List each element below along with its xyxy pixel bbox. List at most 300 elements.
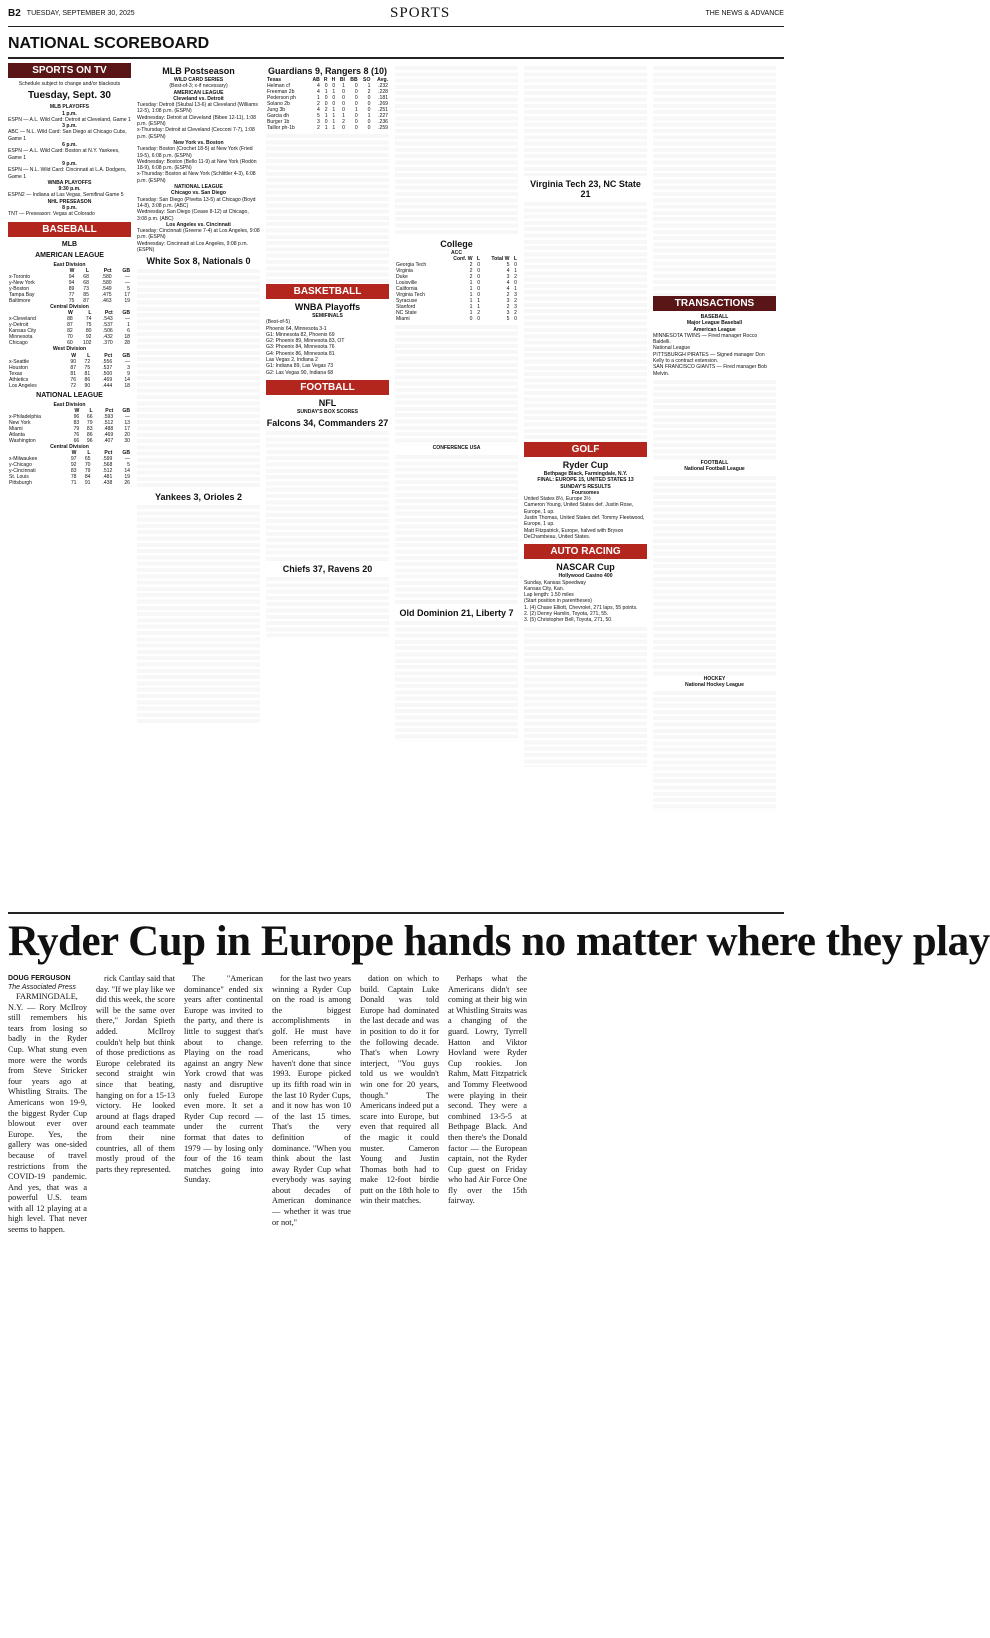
standings-cell: .232: [378, 83, 388, 89]
col-tv-baseball: [8, 63, 131, 908]
standings-cell: 91: [84, 480, 91, 487]
standings-cell: California: [396, 286, 418, 293]
standings-cell: Georgia Tech: [396, 262, 427, 269]
col-boxscores: [266, 63, 389, 908]
series-1-lines: [137, 102, 260, 140]
auto-racing-header: AUTO RACING: [524, 544, 647, 559]
standings-cell: 2: [469, 268, 473, 275]
standings-cell: 9: [127, 370, 130, 377]
standings-cell: 3: [506, 274, 510, 281]
race-line: Kansas City, Kan.: [524, 585, 565, 592]
standings-row: [395, 316, 518, 322]
agency: The Associated Press: [8, 984, 76, 991]
series-line: Wednesday: Detroit at Cleveland (Bibee 12-11), 1:08 p.m. (ESPN): [137, 114, 257, 128]
standings-cell: 0: [354, 83, 358, 89]
standings-cell: x-Milwaukee: [9, 456, 38, 463]
standings-cell: 0: [477, 280, 481, 287]
standings-cell: .407: [103, 437, 114, 444]
tv-group-head: MLB PLAYOFFS: [49, 104, 90, 111]
standings-cell: 4: [506, 280, 510, 287]
tx-mlb: Major League Baseball: [686, 320, 743, 327]
standings-cell: 0: [354, 119, 358, 125]
standings-cell: 0: [324, 83, 328, 89]
standings-cell: 13: [124, 419, 130, 426]
standings-cell: 20: [124, 431, 130, 438]
header-cell: L: [87, 352, 91, 359]
semis-label: SEMIFINALS: [312, 313, 343, 319]
standings-cell: 19: [124, 474, 130, 481]
standings-cell: 73: [83, 285, 89, 292]
series-2: New York vs. Boston: [173, 139, 224, 146]
acc-label: ACC: [450, 250, 463, 256]
standings-cell: y-Cincinnati: [9, 468, 36, 475]
wnba-results: [266, 319, 389, 376]
standings-cell: 1: [127, 322, 130, 329]
series-1: Cleveland vs. Detroit: [173, 95, 224, 102]
standings-cell: .543: [102, 316, 113, 323]
scoreboard-nameplate: NATIONAL SCOREBOARD: [8, 27, 784, 59]
race-name: Hollywood Casino 400: [558, 573, 613, 580]
standings-cell: 26: [124, 480, 130, 487]
header-cell: L: [87, 450, 91, 457]
standings-cell: 68: [83, 279, 89, 286]
standings-cell: .463: [101, 297, 112, 304]
header-cell: W: [71, 352, 77, 359]
nfl-sunday-label: SUNDAY'S BOX SCORES: [296, 408, 359, 415]
wnba-line: G3: Phoenix 84, Minnesota 76: [266, 344, 335, 351]
story-body: [8, 974, 784, 1236]
standings-cell: St. Louis: [9, 474, 29, 481]
tv-time: 9 p.m.: [62, 160, 77, 167]
standings-cell: 60: [67, 340, 73, 347]
standings-cell: 77: [68, 291, 75, 298]
standings-cell: 1: [477, 298, 481, 305]
story-text: The "American dominance" ended six years after continental Europe was invited to the party, and there is little to suggest that's about to change. Playing on the road against an angry New York crowd that was nasty and disruptive only fueled Europe even more. It set a Ryder Cup record — under the current format that dates to 1979 — by losing only four of the 16 team matches going into Sunday.: [184, 974, 263, 1185]
standings-cell: 75: [85, 322, 92, 329]
standings-cell: 80: [85, 328, 92, 335]
standings-cell: 1: [514, 286, 517, 293]
header-cell: Pct: [105, 407, 114, 414]
standings-cell: 1: [469, 280, 473, 287]
tv-listing: ESPN2 — Indiana at Las Vegas, Semifinal Game 5: [8, 192, 124, 199]
standings-cell: Minnesota: [9, 334, 33, 341]
standings-cell: 30: [124, 437, 130, 444]
issue-date: TUESDAY, SEPTEMBER 30, 2025: [26, 9, 135, 17]
nascar-label: NASCAR Cup: [556, 562, 615, 573]
tx-baseball: BASEBALL: [700, 314, 729, 320]
header-cell: Total W: [491, 256, 510, 263]
schedule-text-block: [395, 325, 518, 445]
al-west-standings: [8, 353, 131, 389]
standings-cell: 2: [477, 310, 481, 317]
tv-group-head: NHL PRESEASON: [47, 198, 92, 205]
mlb-label: MLB: [61, 240, 78, 248]
tx-al: American League: [693, 326, 736, 333]
standings-cell: 0: [354, 125, 358, 131]
tv-listings: [8, 104, 131, 217]
standings-cell: Chicago: [9, 340, 28, 347]
series-4-lines: [137, 228, 260, 253]
al-west-label: West Division: [52, 346, 87, 353]
box-falcons: Falcons 34, Commanders 27: [266, 418, 389, 429]
standings-row: [266, 125, 389, 131]
standings-cell: 2: [514, 298, 517, 305]
standings-cell: 3: [514, 292, 517, 299]
box-score-text-block: [395, 66, 518, 236]
header-cell: Conf. W: [453, 256, 473, 263]
tv-listing: ESPN — N.L. Wild Card: Cincinnati at L.A. Dodgers, Game 1: [8, 167, 127, 180]
tv-listing: ESPN — A.L. Wild Card: Detroit at Cleveland, Game 1: [8, 116, 131, 123]
scoreboard-grid: [8, 63, 784, 908]
standings-cell: 1: [332, 119, 336, 125]
standings-cell: 0: [342, 101, 345, 107]
standings-cell: 70: [67, 334, 73, 341]
header-cell: L: [513, 256, 517, 263]
header-cell: Avg.: [377, 77, 388, 83]
transaction-lines: [653, 333, 776, 377]
standings-cell: —: [124, 413, 130, 420]
standings-cell: .556: [102, 358, 113, 365]
transaction-line: SAN FRANCISCO GIANTS — Fired manager Bob Melvin.: [653, 364, 767, 377]
box-score-text-block: [524, 202, 647, 442]
standings-cell: Pederson ph: [267, 95, 296, 101]
standings-cell: 18: [124, 334, 130, 341]
standings-cell: 6: [127, 328, 130, 335]
box-white-sox: White Sox 8, Nationals 0: [146, 256, 251, 267]
standings-cell: .228: [378, 89, 388, 95]
box-score-text-block: [395, 621, 518, 741]
standings-cell: .475: [101, 291, 112, 298]
standings-cell: 14: [124, 376, 130, 383]
header-cell: L: [85, 267, 89, 274]
standings-cell: 84: [84, 474, 91, 481]
box-yankees: Yankees 3, Orioles 2: [154, 492, 243, 503]
golf-line: Cameron Young, United States def. Justin Rose, Europe, 1 up.: [524, 502, 634, 515]
series-line: x-Thursday: Boston at New York (Schlittler 4-3), 6:08 p.m. (ESPN): [137, 171, 256, 184]
story-column: [272, 974, 351, 1236]
standings-cell: 1: [477, 304, 481, 311]
standings-cell: 0: [477, 262, 481, 269]
header-cell: Pct: [104, 450, 113, 457]
race-line: 3. (5) Christopher Bell, Toyota, 271, 50.: [524, 617, 613, 624]
transaction-line: National League: [653, 345, 691, 352]
standings-cell: y-New York: [9, 279, 35, 286]
nfl-label: NFL: [318, 397, 337, 408]
standings-cell: Tampa Bay: [9, 291, 35, 298]
race-results: [524, 580, 647, 624]
col-transactions: [653, 63, 776, 908]
golf-foursomes: Foursomes: [571, 489, 600, 496]
tv-date: Tuesday, Sept. 30: [28, 90, 111, 102]
standings-cell: .580: [101, 273, 112, 280]
standings-cell: 86: [84, 376, 91, 383]
header-cell: W: [67, 310, 73, 317]
wnba-line: G2: Phoenix 89, Minnesota 83, OT: [266, 338, 345, 345]
results-text-block: [653, 66, 776, 296]
standings-cell: 1: [332, 113, 336, 119]
header-cell: Pct: [104, 310, 113, 317]
ps-nl-label: NATIONAL LEAGUE: [174, 184, 223, 191]
header-cell: R: [323, 77, 328, 83]
standings-cell: 71: [70, 480, 77, 487]
golf-line: United States 8½, Europe 3½: [524, 496, 591, 503]
story-text: for the last two years winning a Ryder Cup on the road is among the biggest accomplishments in golf. He must have been referring to the Americans, who haven't done that since 1993. Europe picked up its fifth road win in the last 10 Ryder Cups, and it now has won 10 of the last 15 times. That's the very definition of dominance. "When you think about the last away Ryder Cup what everybody was saying about decades of American dominance — whether it was true or not,": [272, 974, 351, 1227]
standings-cell: .438: [102, 480, 113, 487]
standings-cell: 5: [506, 316, 510, 323]
folio-bar: [8, 0, 784, 27]
golf-line: Matt Fitzpatrick, Europe, halved with Bryson DeChambeau, United States.: [524, 527, 624, 540]
standings-cell: 0: [367, 125, 371, 131]
standings-cell: Virginia Tech: [396, 292, 425, 299]
ps-al-label: AMERICAN LEAGUE: [173, 89, 224, 96]
standings-cell: y-Detroit: [9, 322, 29, 329]
standings-cell: 1: [332, 125, 336, 131]
story-column: [360, 974, 439, 1236]
standings-cell: 4: [316, 83, 320, 89]
story-text: Perhaps what the Americans didn't see coming at their big win at Whistling Straits was a changing of the guard. Lowry, Tyrrell Hatton and Viktor Hovland were Ryder Cup rookies. Jon Rahm, Matt Fitzpatrick and Tommy Fleetwood were playing in their second. They were a combined 13-5-5 at Bethpage Black. And then there's the Donald factor — the European captain, not the Ryder Cup guest on Friday who had Air Force One fly over the 15th fairway.: [448, 974, 527, 1206]
standings-cell: 74: [85, 316, 92, 323]
standings-cell: 0: [324, 95, 328, 101]
tv-time: 3 p.m.: [62, 123, 77, 130]
standings-cell: 5: [506, 262, 510, 269]
football-header: FOOTBALL: [266, 380, 389, 395]
standings-cell: x-Cleveland: [9, 316, 36, 323]
box-score-text-block: [266, 577, 389, 637]
standings-cell: 68: [83, 273, 89, 280]
paper-name: THE NEWS & ADVANCE: [705, 9, 784, 17]
standings-cell: Pittsburgh: [9, 480, 32, 487]
standings-cell: .599: [102, 456, 113, 463]
tv-listing: ESPN — A.L. Wild Card: Boston at N.Y. Yankees, Game 1: [8, 148, 120, 161]
standings-cell: 0: [332, 101, 336, 107]
standings-cell: 94: [68, 279, 75, 286]
series-3-lines: [137, 197, 260, 222]
standings-cell: 72: [84, 358, 91, 365]
standings-cell: Garcia dh: [267, 113, 290, 119]
standings-cell: 81: [70, 370, 77, 377]
header-cell: GB: [122, 407, 130, 414]
standings-cell: y-Chicago: [9, 462, 32, 469]
standings-cell: .269: [378, 101, 388, 107]
story-column: [8, 974, 87, 1236]
standings-cell: 0: [514, 262, 517, 269]
standings-cell: 70: [84, 462, 91, 469]
standings-cell: Los Angeles: [9, 382, 37, 389]
nl-central-label: Central Division: [50, 443, 89, 450]
header-cell: GB: [122, 450, 130, 457]
section-title: SPORTS: [390, 4, 451, 21]
standings-cell: Solano 2b: [267, 101, 290, 107]
nl-central-standings: [8, 450, 131, 486]
postseason-title: MLB Postseason: [162, 66, 235, 76]
standings-cell: 0: [354, 101, 358, 107]
standings-cell: 86: [86, 431, 93, 438]
golf-results: [524, 496, 647, 540]
standings-cell: 1: [316, 95, 320, 101]
nl-label: NATIONAL LEAGUE: [36, 391, 103, 399]
byline: DOUG FERGUSON: [8, 975, 71, 982]
tv-group-head: WNBA PLAYOFFS: [47, 179, 92, 186]
standings-cell: Louisville: [396, 280, 417, 287]
standings-cell: 0: [324, 119, 328, 125]
col-college: [395, 63, 518, 908]
standings-cell: 0: [477, 292, 481, 299]
al-east-standings: [8, 268, 131, 304]
standings-cell: 1: [469, 292, 473, 299]
standings-cell: 0: [367, 119, 371, 125]
series-3: Chicago vs. San Diego: [171, 190, 226, 197]
standings-cell: 65: [84, 456, 91, 463]
story-text: FARMINGDALE, N.Y. — Rory McIlroy still remembers his tears from losing so badly in the Ryder Cup. What stung even more were the words from Steve Stricker four years ago at Whistling Straits. The Americans won 19-9, the biggest Ryder Cup blowout ever over Europe. Yes, the gallery was one-sided because of travel restrictions from the COVID-19 pandemic. And yes, that was a powerful U.S. team with all 12 playing at a high level. That never seems to happen.: [8, 992, 87, 1235]
standings-cell: 75: [84, 364, 91, 371]
race-line: 2. (2) Denny Hamlin, Toyota, 271, 55.: [524, 611, 609, 618]
standings-cell: —: [124, 456, 130, 463]
al-central-label: Central Division: [50, 303, 89, 310]
wnba-line: G2: Las Vegas 90, Indiana 68: [266, 369, 334, 376]
standings-cell: 1: [324, 113, 328, 119]
series-line: Tuesday: Boston (Crochet 18-5) at New York (Fried 19-5), 6:08 p.m. (ESPN): [137, 146, 253, 159]
standings-cell: 79: [84, 468, 91, 475]
story-text: dation on which to build. Captain Luke Donald was told Europe had dominated the last decade and was in position to do it for the following decade. That's when Lowry interject, "You guys told us we wouldn't win one for 20 years, though." The Americans indeed put a scare into Europe, but even that required all the magic it could muster. Cameron Young and Justin Thomas both had to make 12-foot birdie putt on the 18th hole to win their matches.: [360, 974, 439, 1206]
standings-cell: 0: [367, 107, 371, 113]
header-cell: GB: [122, 267, 130, 274]
wnba-line: G1: Minnesota 82, Phoenix 69: [266, 331, 335, 338]
standings-cell: .432: [102, 334, 113, 341]
standings-cell: 1: [332, 89, 336, 95]
header-cell: L: [88, 310, 92, 317]
standings-cell: .568: [102, 462, 113, 469]
box-guardians: Guardians 9, Rangers 8 (10): [267, 66, 388, 76]
tx-nhl: National Hockey League: [685, 681, 744, 688]
standings-cell: Atlanta: [9, 431, 25, 438]
standings-cell: 3: [506, 298, 510, 305]
standings-cell: 3: [127, 364, 130, 371]
standings-cell: 2: [316, 125, 320, 131]
standings-cell: 2: [342, 119, 345, 125]
standings-cell: —: [124, 316, 130, 323]
standings-cell: 1: [324, 89, 328, 95]
wnba-line: (Best-of-5): [266, 319, 291, 326]
nl-east-standings: [8, 408, 131, 444]
standings-cell: 2: [506, 292, 510, 299]
cusa-label: CONFERENCE USA: [432, 445, 481, 452]
sports-on-tv-header: SPORTS ON TV: [8, 63, 131, 78]
standings-cell: 0: [342, 107, 345, 113]
standings-cell: Houston: [9, 364, 28, 371]
tx-hockey: HOCKEY: [703, 675, 726, 682]
standings-cell: 94: [68, 273, 75, 280]
standings-cell: 66: [73, 437, 80, 444]
standings-cell: 0: [354, 95, 358, 101]
al-east-label: East Division: [53, 261, 86, 268]
box-odu: Old Dominion 21, Liberty 7: [399, 607, 514, 618]
standings-cell: 87: [83, 297, 89, 304]
nl-east-label: East Division: [53, 401, 86, 408]
standings-cell: .251: [378, 107, 388, 113]
standings-cell: 83: [73, 419, 80, 426]
standings-cell: .469: [102, 376, 113, 383]
series-line: Tuesday: Detroit (Skubal 13-6) at Cleveland (Williams 12-5), 1:08 p.m. (ESPN): [137, 102, 258, 115]
standings-cell: Taillor ph-1b: [267, 125, 295, 131]
wnba-line: Phoenix 64, Minnesota 3-1: [266, 325, 327, 332]
wnba-line: G1: Indiana 89, Las Vegas 73: [266, 363, 334, 370]
standings-text-block: [395, 455, 518, 605]
standings-cell: .580: [101, 279, 112, 286]
standings-cell: 0: [469, 316, 473, 323]
transaction-line: MINNESOTA TWINS — Fired manager Rocco Baldelli.: [653, 332, 758, 346]
wnba-label: WNBA Playoffs: [294, 302, 361, 312]
standings-cell: .500: [102, 370, 113, 377]
standings-cell: 1: [469, 298, 473, 305]
transactions-text-block: [653, 691, 776, 811]
transactions-text-block: [653, 380, 776, 460]
standings-cell: —: [124, 273, 130, 280]
header-cell: Pct: [104, 352, 113, 359]
box-virginia-tech: Virginia Tech 23, NC State 21: [530, 179, 641, 199]
tv-time: 8 p.m.: [62, 205, 77, 212]
standings-cell: .181: [378, 95, 388, 101]
standings-cell: 85: [83, 291, 89, 298]
race-line: Sunday, Kansas Speedway: [524, 579, 586, 586]
tv-note: Schedule subject to change and/or blackouts: [18, 81, 121, 87]
standings-cell: 1: [342, 83, 345, 89]
baseball-header: BASEBALL: [8, 222, 131, 237]
standings-cell: 14: [124, 468, 130, 475]
standings-cell: 81: [84, 370, 91, 377]
golf-venue: Bethpage Black, Farmingdale, N.Y.: [543, 471, 628, 477]
standings-cell: 17: [124, 291, 130, 298]
newspaper-page: [8, 0, 990, 1638]
header-cell: SO: [363, 77, 371, 83]
box-score-text-block: [266, 431, 389, 561]
header-cell: BB: [350, 77, 358, 83]
transaction-line: PITTSBURGH PIRATES — Signed manager Don Kelly to a contract extension.: [653, 351, 765, 365]
series-2-lines: [137, 146, 260, 184]
golf-sunday: SUNDAY'S RESULTS: [560, 483, 611, 490]
standings-cell: Virginia: [396, 268, 413, 275]
header-cell: AB: [312, 77, 320, 83]
standings-cell: 89: [68, 285, 75, 292]
standings-cell: 92: [70, 462, 77, 469]
standings-cell: 1: [367, 113, 371, 119]
standings-cell: .444: [102, 382, 113, 389]
tv-listing: TNT — Preseason: Vegas at Colorado: [8, 211, 95, 218]
standings-cell: 4: [506, 268, 510, 275]
standings-cell: .512: [102, 468, 113, 475]
col-vt-golf: [524, 63, 647, 908]
standings-cell: 1: [324, 125, 328, 131]
standings-cell: 92: [85, 334, 92, 341]
golf-header: GOLF: [524, 442, 647, 457]
series-line: x-Thursday: Detroit at Cleveland (Cecconi 7-7), 1:08 p.m. (ESPN): [137, 127, 255, 140]
standings-cell: 0: [354, 89, 358, 95]
standings-cell: 79: [73, 425, 80, 432]
standings-cell: 90: [70, 358, 77, 365]
header-cell: W: [71, 450, 77, 457]
standings-cell: 28: [124, 340, 130, 347]
standings-cell: New York: [9, 419, 31, 426]
series-line: Tuesday: San Diego (Pivetta 13-5) at Chicago (Boyd 14-8), 3:08 p.m. (ABC): [137, 196, 256, 209]
standings-cell: y-Boston: [9, 285, 30, 292]
standings-cell: Syracuse: [396, 298, 418, 305]
story-headline: Ryder Cup in Europe hands no matter where they play: [8, 918, 990, 965]
standings-cell: .488: [103, 425, 114, 432]
standings-cell: 3: [316, 119, 320, 125]
standings-cell: Jung 3b: [267, 107, 286, 113]
box-chiefs: Chiefs 37, Ravens 20: [282, 564, 373, 575]
standings-cell: 2: [506, 304, 510, 311]
series-line: Tuesday: Cincinnati (Greene 7-4) at Los Angeles, 9:08 p.m. (ESPN): [137, 228, 260, 241]
